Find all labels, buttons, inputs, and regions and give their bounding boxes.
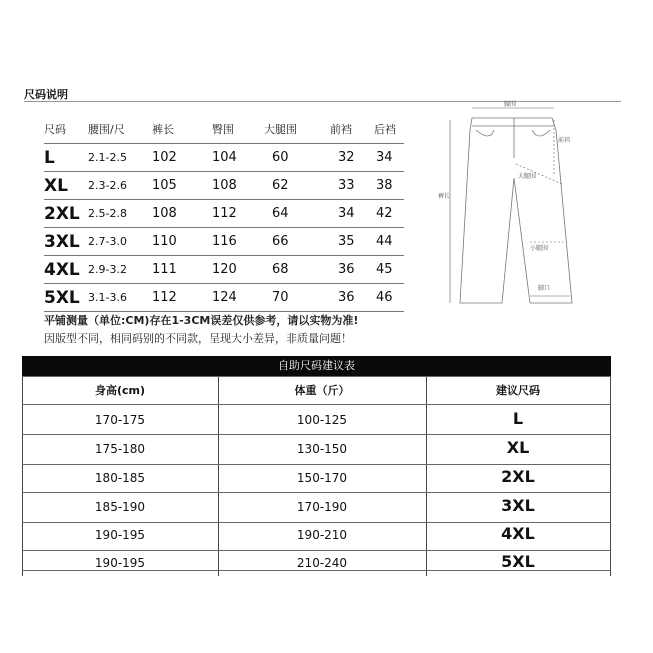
- recommend-height: 185-190: [94, 500, 146, 514]
- cell-hip: 108: [212, 178, 237, 193]
- cell-hip: 104: [212, 150, 237, 165]
- cell-thigh: 66: [272, 234, 289, 249]
- recommend-weight: 170-190: [296, 500, 348, 514]
- cell-back-rise: 46: [376, 290, 393, 305]
- cell-back-rise: 38: [376, 178, 393, 193]
- cell-waist: 2.5-2.8: [88, 207, 127, 220]
- section-title: 尺码说明: [24, 88, 68, 101]
- cell-size: 5XL: [44, 288, 80, 308]
- cell-size: 4XL: [44, 260, 80, 280]
- table-row: [44, 200, 404, 228]
- header-size: 尺码: [44, 123, 66, 136]
- cell-size: XL: [44, 176, 68, 196]
- fit-variance-note: 因版型不同，相同码别的不同款，呈现大小差异，非质量问题！: [44, 332, 352, 345]
- cell-back-rise: 34: [376, 150, 393, 165]
- pants-diagram: [432, 98, 612, 313]
- cell-front-rise: 36: [338, 290, 355, 305]
- header-length: 裤长: [152, 123, 174, 136]
- recommend-height: 170-175: [94, 413, 146, 427]
- cell-waist: 3.1-3.6: [88, 291, 127, 304]
- recommend-size: 2XL: [501, 467, 535, 486]
- measurement-note: 平铺测量（单位:CM)存在1-3CM误差仅供参考，请以实物为准!: [44, 314, 359, 327]
- cell-size: 2XL: [44, 204, 80, 224]
- cell-thigh: 64: [272, 206, 289, 221]
- diagram-label-calf: 小腿围: [530, 245, 549, 252]
- cell-thigh: 62: [272, 178, 289, 193]
- cell-length: 108: [152, 206, 177, 221]
- header-back-rise: 后裆: [374, 123, 396, 136]
- recommend-weight: 210-240: [296, 556, 348, 570]
- diagram-label-length: 裤长: [438, 193, 451, 200]
- table-row: [44, 284, 404, 312]
- header-hip: 臀围: [212, 123, 234, 136]
- recommend-height: 190-195: [94, 556, 146, 570]
- table-row: [44, 256, 404, 284]
- cell-hip: 124: [212, 290, 237, 305]
- cell-front-rise: 35: [338, 234, 355, 249]
- table-row: [44, 144, 404, 172]
- recommend-size: XL: [506, 438, 530, 457]
- recommend-weight: 150-170: [296, 471, 348, 485]
- recommend-size: 4XL: [501, 524, 535, 543]
- recommend-weight: 100-125: [296, 413, 348, 427]
- table-row: [44, 172, 404, 200]
- recommend-header-size: 建议尺码: [496, 384, 540, 397]
- cell-length: 111: [152, 262, 177, 277]
- recommend-size: L: [512, 409, 524, 428]
- diagram-label-waist: 腰围: [504, 101, 517, 108]
- cell-front-rise: 32: [338, 150, 355, 165]
- cell-length: 105: [152, 178, 177, 193]
- diagram-label-thigh: 大腿围: [518, 173, 537, 180]
- cell-hip: 112: [212, 206, 237, 221]
- cell-waist: 2.1-2.5: [88, 151, 127, 164]
- cell-hip: 116: [212, 234, 237, 249]
- cell-waist: 2.3-2.6: [88, 179, 127, 192]
- cell-back-rise: 45: [376, 262, 393, 277]
- cell-length: 102: [152, 150, 177, 165]
- cell-thigh: 60: [272, 150, 289, 165]
- header-thigh: 大腿围: [264, 123, 297, 136]
- cell-waist: 2.7-3.0: [88, 235, 127, 248]
- recommend-header-height: 身高(cm): [94, 384, 146, 397]
- recommend-size: 5XL: [501, 552, 535, 571]
- recommend-height: 190-195: [94, 528, 146, 542]
- cell-hip: 120: [212, 262, 237, 277]
- cell-waist: 2.9-3.2: [88, 263, 127, 276]
- cell-thigh: 70: [272, 290, 289, 305]
- cell-back-rise: 42: [376, 206, 393, 221]
- cell-length: 112: [152, 290, 177, 305]
- cell-size: L: [44, 148, 55, 168]
- pants-outline: [460, 118, 572, 303]
- header-waist: 腰围/尺: [88, 123, 125, 136]
- cell-back-rise: 44: [376, 234, 393, 249]
- diagram-label-front-rise: 前裆: [558, 137, 571, 144]
- recommend-header-weight: 体重（斤）: [294, 384, 350, 397]
- recommend-height: 175-180: [94, 442, 146, 456]
- recommend-banner: 自助尺码建议表: [22, 356, 611, 376]
- recommend-height: 180-185: [94, 471, 146, 485]
- recommend-table: [22, 376, 611, 571]
- size-table-header: [44, 116, 404, 144]
- recommend-weight: 130-150: [296, 442, 348, 456]
- table-row: [44, 228, 404, 256]
- cell-size: 3XL: [44, 232, 80, 252]
- header-front-rise: 前裆: [330, 123, 352, 136]
- diagram-label-hem: 脚口: [538, 285, 551, 292]
- cell-thigh: 68: [272, 262, 289, 277]
- recommend-weight: 190-210: [296, 528, 348, 542]
- cell-length: 110: [152, 234, 177, 249]
- cell-front-rise: 34: [338, 206, 355, 221]
- recommend-size: 3XL: [501, 496, 535, 515]
- cell-front-rise: 33: [338, 178, 355, 193]
- cell-front-rise: 36: [338, 262, 355, 277]
